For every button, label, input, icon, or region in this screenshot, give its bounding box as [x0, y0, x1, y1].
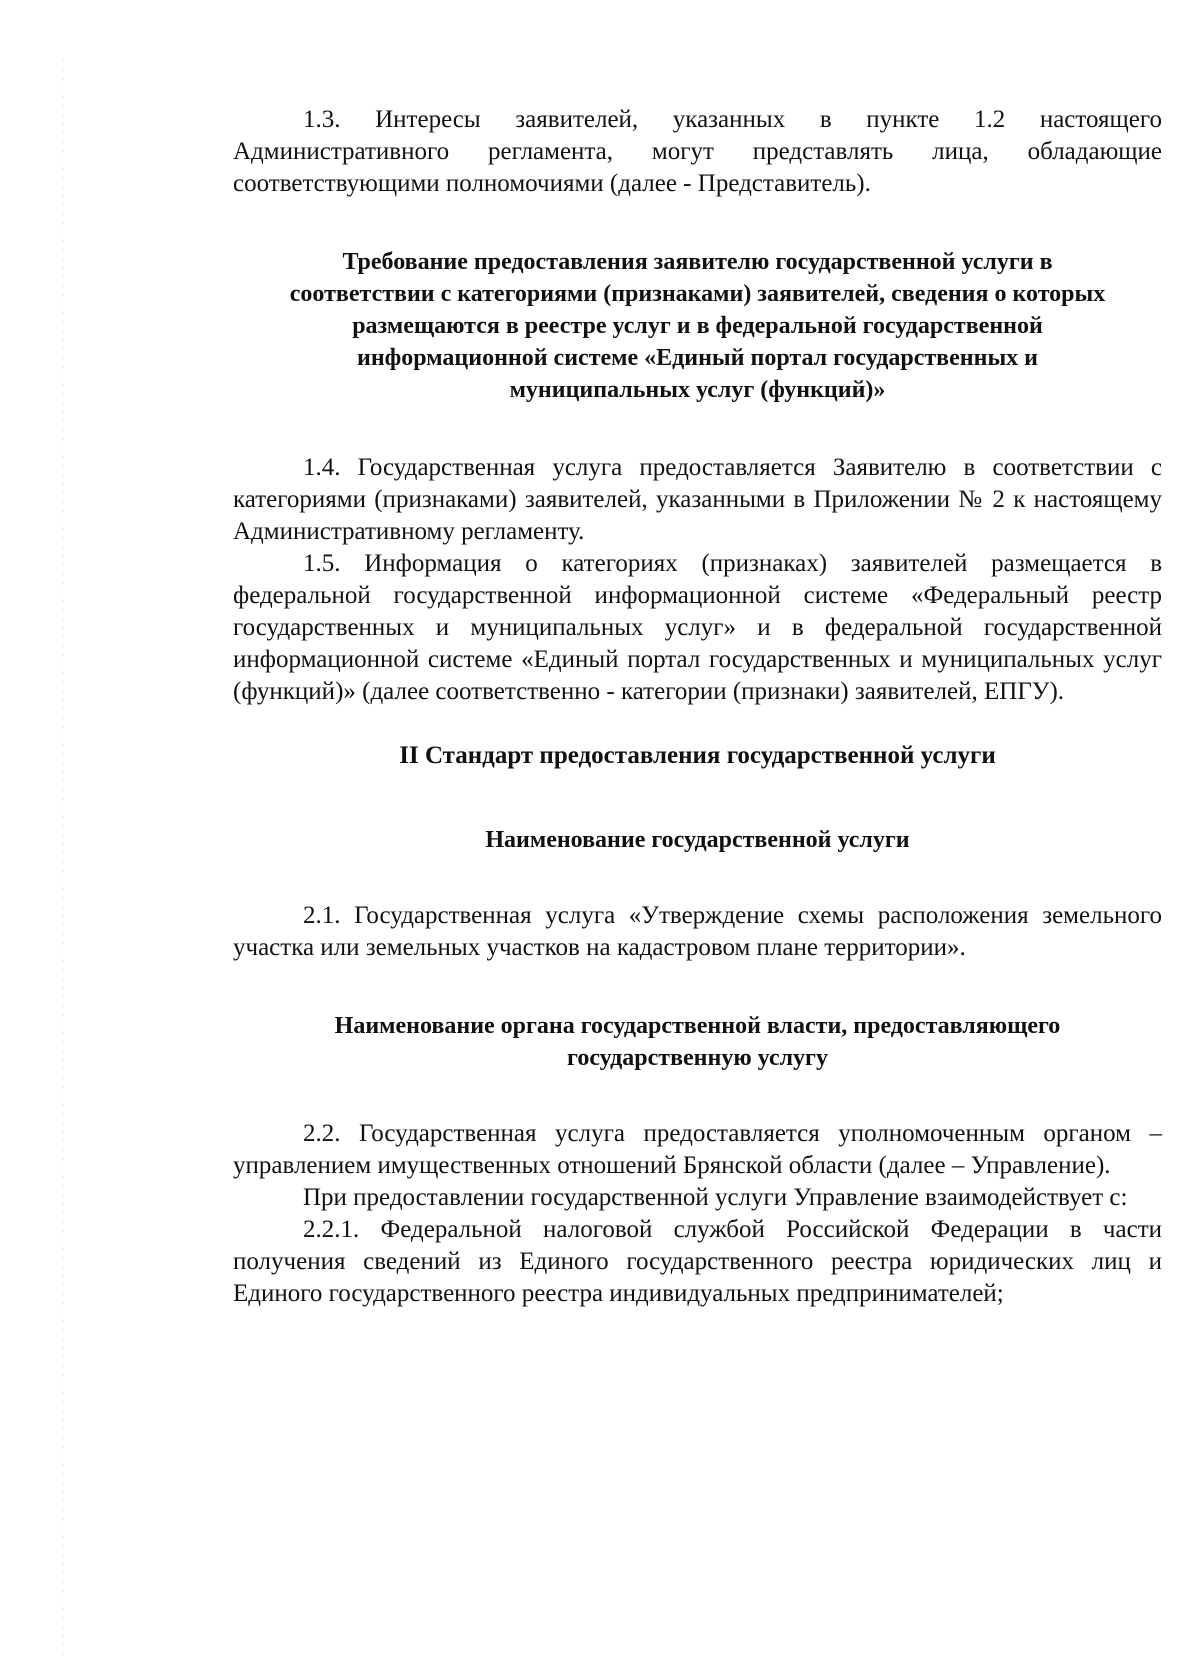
paragraph-1-3: 1.3. Интересы заявителей, указанных в пункте 1.2 настоящего Административного регламента, могут представлять лица, обладающие соответствующими полномочиями (далее - Представитель).	[233, 106, 1162, 197]
paragraph-2-2-continued: При предоставлении государственной услуги Управление взаимодействует с:	[303, 1184, 1128, 1211]
paragraph-2-1: 2.1. Государственная услуга «Утверждение схемы расположения земельного участка или земельных участков на кадастровом плане территории».	[233, 902, 1162, 961]
heading-requirement-line: размещаются в реестре услуг и в федеральной государственной	[352, 313, 1043, 339]
heading-organ-line: государственную услугу	[567, 1045, 828, 1071]
heading-organ-line: Наименование органа государственной власти, предоставляющего	[334, 1013, 1061, 1039]
paragraph-1-4: 1.4. Государственная услуга предоставляется Заявителю в соответствии с категориями (признаками) заявителей, указанными в Приложении № 2 к настоящему Административному регламенту.	[233, 454, 1162, 545]
heading-organ	[233, 1010, 1162, 1074]
heading-service-name: Наименование государственной услуги	[485, 827, 910, 853]
paragraph-1-5: 1.5. Информация о категориях (признаках) заявителей размещается в федеральной государственной информационной системе «Федеральный реестр государственных и муниципальных услуг» и в федеральной государственной информационной системе «Единый портал государственных и муниципальных услуг (функций)» (далее соответственно - категории (признаки) заявителей, ЕПГУ).	[233, 550, 1162, 705]
paragraph-2-2: 2.2. Государственная услуга предоставляется уполномоченным органом – управлением имущественных отношений Брянской области (далее – Управление).	[233, 1120, 1162, 1179]
heading-requirement-line: муниципальных услуг (функций)»	[509, 377, 886, 403]
heading-requirement-line: соответствии с категориями (признаками) заявителей, сведения о которых	[289, 281, 1106, 307]
section-2-title: II Стандарт предоставления государственной услуги	[399, 742, 996, 769]
document-page	[233, 104, 1162, 1310]
heading-requirement	[233, 246, 1162, 406]
scan-margin-artifact	[62, 60, 64, 1660]
heading-requirement-line: Требование предоставления заявителю государственной услуги в	[342, 249, 1053, 275]
paragraph-2-2-1: 2.2.1. Федеральной налоговой службой Российской Федерации в части получения сведений из Единого государственного реестра юридических лиц и Единого государственного реестра индивидуальных предпринимателей;	[233, 1216, 1162, 1307]
heading-requirement-line: информационной системе «Единый портал государственных и	[356, 345, 1039, 371]
